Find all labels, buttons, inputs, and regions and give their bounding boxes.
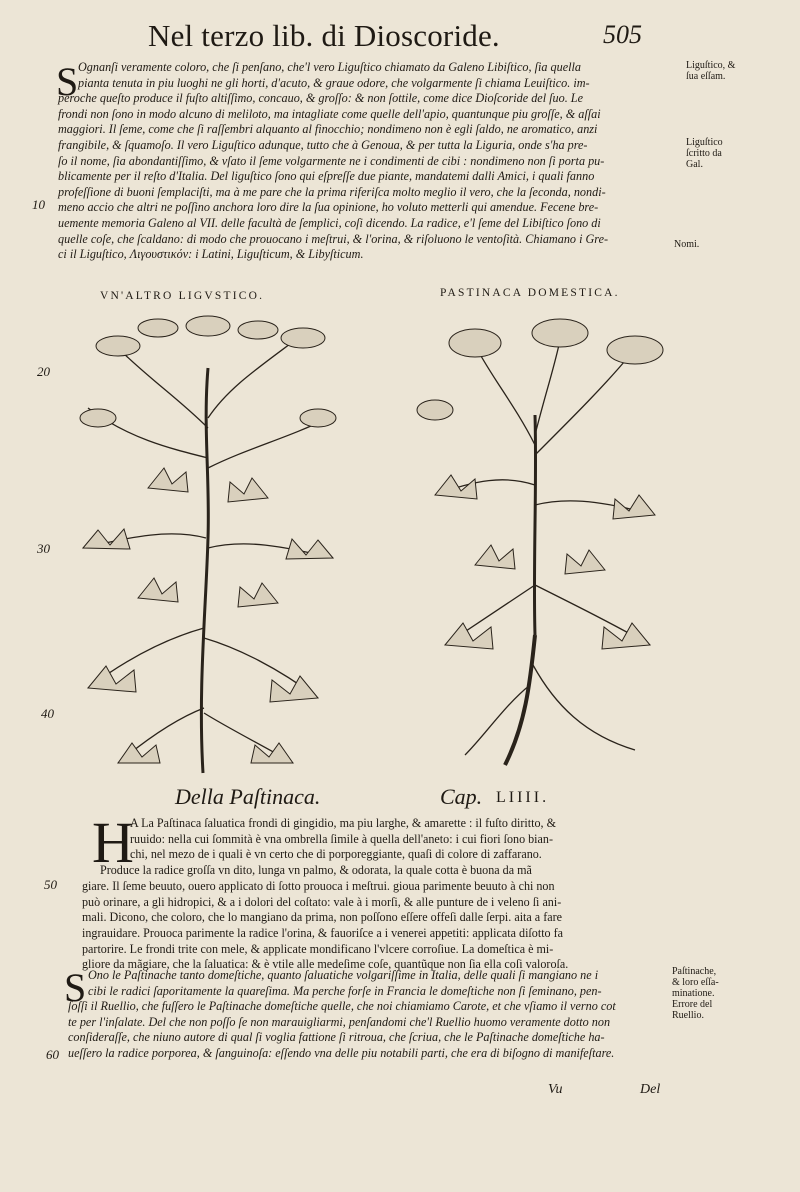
marginal-note: [672, 966, 719, 1021]
text-line: conſideraſſe, che niuno autore di qual ſi voglia fattione ſi ritroua, che ſcriua, che le Paſtinache domeſtiche ha-: [68, 1030, 605, 1045]
marginal-note-line: & loro eſſa-: [672, 977, 719, 988]
marginal-note-line: Liguſtico: [686, 137, 723, 148]
marginal-note: [686, 137, 723, 170]
text-line: ueſſero la radice porporea, & ſanguinoſa: eſſendo vna delle piu notabili parti, che era di biſogno di manifeſtare.: [68, 1045, 615, 1060]
catchword-left: Vu: [548, 1082, 563, 1097]
marginal-note-line: Nomi.: [674, 239, 700, 250]
text-line: meno accio che altri ne poſſino anchora loro dire la ſua opinione, ho voluto metterli qui amendue. Fecene bre-: [58, 200, 599, 215]
text-line: pianta tenuta in piu luoghi ne gli horti, d'acuto, & graue odore, che volgarmente ſi chiama Leuiſtico. im-: [78, 75, 590, 90]
folio-number: 505: [603, 20, 642, 49]
text-line: giare. Il ſeme beuuto, ouero applicato di ſotto prouoca i meſtrui. gioua parimente beuuto à chi non: [82, 878, 555, 893]
commentary-block-top: [58, 60, 668, 263]
chapter-title: Della Paſtinaca.: [175, 784, 321, 809]
running-head: [148, 18, 668, 58]
text-line: può orinare, a gli hidropici, & a i dolori del coſtato: vale à i morſi, & alle punture de i veleno ſi ani-: [82, 894, 562, 909]
text-line: frangibile, & ſquamoſo. Il vero Liguſtico adunque, tutto che à Genoua, & per tutta la Liguria, onde s'ha pre-: [58, 137, 588, 152]
line-number: 60: [46, 1047, 59, 1062]
text-line: blicamente per il reſto d'Italia. Del liguſtico ſono qui eſpreſſe due piante, mandatemi dalli Amici, i quali fanno: [58, 169, 595, 184]
line-number: 20: [37, 364, 50, 379]
text-line: Ono le Paſtinache tanto domeſtiche, quanto ſaluatiche volgariſſime in Italia, delle quali ſi mangiano ne i: [88, 968, 599, 982]
marginal-note-line: Errore del: [672, 999, 713, 1010]
page-title: Nel terzo lib. di Dioscoride.: [148, 18, 500, 53]
marginal-note-line: Ruellio.: [672, 1010, 704, 1021]
text-line: profeſſione di buoni ſemplaciſti, ma à me pare che la prima riferiſca molto meglio il vero, che la ſeconda, nondi-: [58, 184, 606, 199]
marginal-note-line: Paſtinache,: [672, 966, 717, 977]
text-line: Ognanſi veramente coloro, che ſi penſano, che'l vero Liguſtico chiamato da Galeno Libiſtico, ſia quella: [78, 60, 581, 74]
line-number: 30: [37, 541, 50, 556]
chapter-number: LIIII.: [496, 789, 550, 806]
text-line: chi, nel mezo de i quali è vn certo che di porporeggiante, quaſi di colore di zaffarano.: [130, 847, 542, 862]
marginal-note-line: ſcritto da: [686, 148, 722, 159]
line-number: 40: [41, 706, 54, 721]
text-line: peroche queſto produce il fuſto altiſſimo, concauo, & groſſo: & non ſottile, come dice Dioſcoride del ſuo. Le: [58, 91, 583, 106]
commentary-block-bottom: [68, 968, 668, 1062]
text-line: ruuido: nella cui ſommità è vna ombrella ſimile à quella dell'aneto: i cui fiori ſono bian-: [130, 831, 553, 846]
marginal-note: [686, 60, 735, 82]
text-line: gliore da mãgiare, che la ſaluatica: & è vtile alle medeſime coſe, quantũque non ſia ella coſi valoroſa.: [82, 957, 569, 972]
marginal-note-line: Liguſtico, &: [686, 60, 736, 71]
text-line: cibi le radici ſaporitamente la quareſima. Ma perche forſe in Francia le domeſtiche non ſi ſeminano, pen-: [88, 983, 602, 998]
text-line: Produce la radice groſſa vn dito, lunga vn palmo, & odorata, la quale cotta è buona da mã: [100, 863, 532, 878]
text-line: quelle coſe, che ſcaldano: di modo che prouocano i meſtrui, & l'orina, & riſoluono le ventoſità. Chiamano i Gre-: [58, 231, 609, 246]
text-line: A La Paſtinaca ſaluatica frondi di gingidio, ma piu larghe, & amarette : il fuſto diritto, &: [130, 816, 556, 830]
figure-caption-left: VN'ALTRO LIGVSTICO.: [100, 290, 265, 302]
catchword-right: Del: [640, 1082, 661, 1097]
marginal-note-line: minatione.: [672, 988, 715, 999]
drop-initial-s: S: [64, 965, 87, 1010]
marginal-note-line: ſua eſſam.: [686, 71, 726, 82]
line-number: 50: [44, 877, 57, 892]
text-line: mali. Dicono, che coloro, che lo mangiano da prima, non poſſono eſſere offeſi dalle ſerpi. aita a fare: [82, 910, 562, 925]
text-line: frondi non ſono in modo alcuno di meliloto, ma intagliate come quelle dell'apio, quantunque piu groſſe, & aſſai: [58, 106, 601, 121]
line-number: 10: [32, 197, 45, 212]
text-line: ingrauidare. Prouoca parimente la radice l'orina, & fauoriſce a i venerei appetiti: applicata diſotto fa: [82, 925, 564, 940]
marginal-note-line: Gal.: [686, 159, 703, 170]
marginal-note: [674, 239, 699, 250]
chapter-cap-label: Cap.: [440, 784, 483, 809]
text-line: ſo il nome, ſia abondantiſſimo, & vſato il ſeme volgarmente ne i condimenti de cibi : nondimeno non ſi porta pu-: [58, 153, 605, 168]
text-line: ſoſſi il Ruellio, che fuſſero le Paſtinache domeſtiche quelle, che noi chiamiamo Carote, et che vſiamo il verno cot: [68, 999, 616, 1014]
woodcut-ligustico-illustration: [58, 308, 348, 778]
drop-initial-h: H: [92, 810, 134, 875]
text-line: maggiori. Il ſeme, come che ſi raſſembri alquanto al finocchio; nondimeno non è egli ſaldo, ne aromatico, anzi: [58, 122, 598, 137]
drop-initial-s: S: [56, 59, 79, 104]
text-line: partorire. Le frondi trite con mele, & applicate mondificano l'vlcere corroſiue. La domeſtica è mi-: [82, 941, 554, 956]
woodcut-pastinaca-illustration: [405, 305, 675, 775]
text-line: uemente memoria Galeno al VII. delle facultà de ſemplici, coſi dicendo. La radice, e'l ſeme del Libiſtico ſono di: [58, 215, 601, 230]
text-line: te per l'inſalate. Del che non poſſo ſe non marauigliarmi, penſandomi che'l Ruellio huomo veramente dotto non: [68, 1014, 611, 1029]
chapter-text: [82, 810, 694, 973]
text-line: ci il Liguſtico, Λιγουστικόν: i Latini, Liguſticum, & Libyſticum.: [58, 247, 364, 262]
figure-caption-right: PASTINACA DOMESTICA.: [440, 287, 620, 299]
